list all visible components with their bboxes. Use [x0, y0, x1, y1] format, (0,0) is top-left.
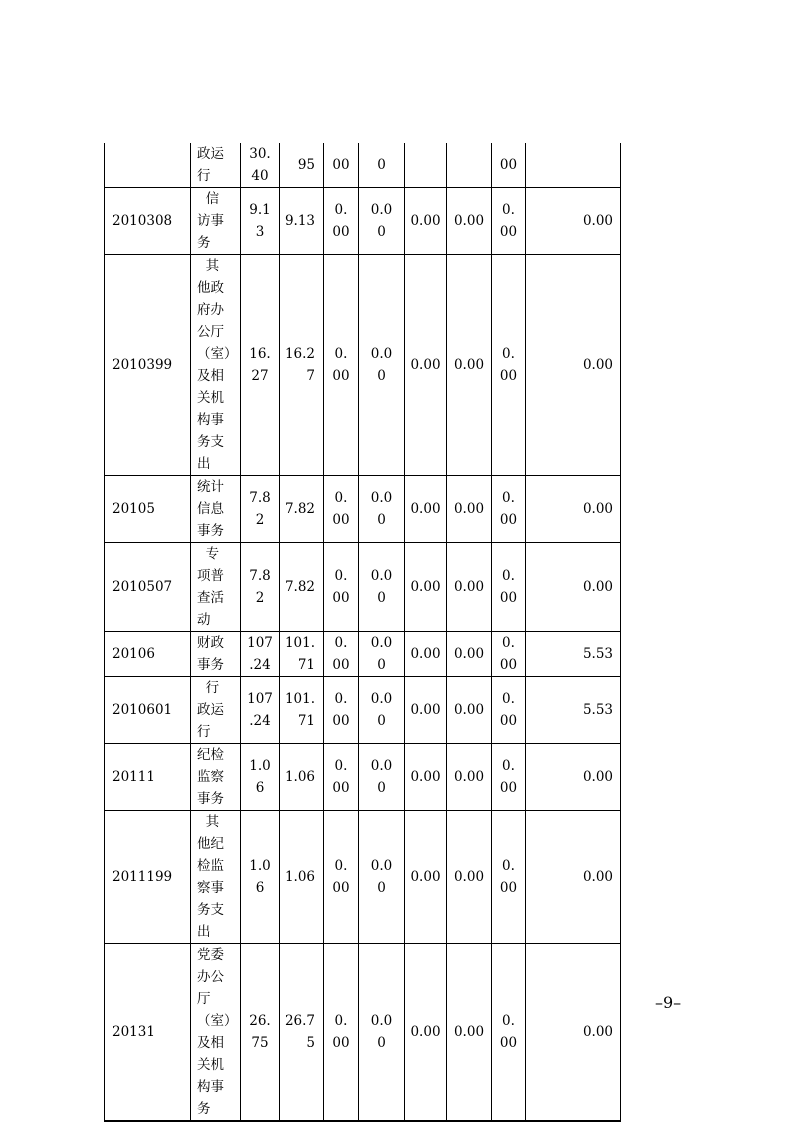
row-value-6: 0.00 — [447, 188, 492, 255]
row-value-5: 0.00 — [405, 543, 447, 632]
row-value-4: 0.0 0 — [359, 811, 405, 944]
row-value-7: 0. 00 — [492, 255, 526, 476]
row-code: 2010601 — [105, 677, 191, 744]
row-total: 16. 27 — [241, 255, 280, 476]
row-value-3: 0. 00 — [324, 255, 359, 476]
row-value-8: 0.00 — [526, 476, 621, 543]
row-name: 其 他纪 检监 察事 务支 出 — [191, 811, 241, 944]
row-value-7: 0. 00 — [492, 811, 526, 944]
row-name: 信 访事 务 — [191, 188, 241, 255]
page-number: –9– — [655, 993, 682, 1012]
row-value-6: 0.00 — [447, 744, 492, 811]
row-value-8: 0.00 — [526, 811, 621, 944]
row-value-4: 0.0 0 — [359, 632, 405, 677]
row-value-8: 0.00 — [526, 543, 621, 632]
row-value-5: 0.00 — [405, 188, 447, 255]
table-row — [105, 744, 621, 811]
row-basic: 1.06 — [280, 744, 324, 811]
row-value-6: 0.00 — [447, 543, 492, 632]
row-code: 20111 — [105, 744, 191, 811]
table-row — [105, 255, 621, 476]
row-basic: 9.13 — [280, 188, 324, 255]
table-row — [105, 677, 621, 744]
row-value-7: 0. 00 — [492, 476, 526, 543]
row-value-8 — [526, 143, 621, 188]
row-value-5: 0.00 — [405, 944, 447, 1122]
row-value-7: 0. 00 — [492, 632, 526, 677]
row-code: 2010399 — [105, 255, 191, 476]
row-value-6: 0.00 — [447, 811, 492, 944]
row-value-7: 0. 00 — [492, 744, 526, 811]
table-row — [105, 632, 621, 677]
row-total: 107 .24 — [241, 677, 280, 744]
row-value-6 — [447, 143, 492, 188]
row-value-3: 0. 00 — [324, 632, 359, 677]
table-row — [105, 188, 621, 255]
row-value-4: 0.0 0 — [359, 677, 405, 744]
row-basic: 95 — [280, 143, 324, 188]
row-value-5: 0.00 — [405, 632, 447, 677]
row-total: 7.8 2 — [241, 543, 280, 632]
row-value-4: 0 — [359, 143, 405, 188]
table-row — [105, 476, 621, 543]
row-value-7: 0. 00 — [492, 677, 526, 744]
row-value-7: 0. 00 — [492, 944, 526, 1122]
row-value-8: 0.00 — [526, 255, 621, 476]
row-value-8: 5.53 — [526, 632, 621, 677]
row-code: 2010507 — [105, 543, 191, 632]
row-value-3: 0. 00 — [324, 944, 359, 1122]
row-value-7: 0. 00 — [492, 543, 526, 632]
row-name: 统计 信息 事务 — [191, 476, 241, 543]
row-value-4: 0.0 0 — [359, 543, 405, 632]
row-value-5: 0.00 — [405, 677, 447, 744]
row-value-8: 5.53 — [526, 677, 621, 744]
row-value-6: 0.00 — [447, 677, 492, 744]
row-total: 30. 40 — [241, 143, 280, 188]
row-value-4: 0.0 0 — [359, 476, 405, 543]
row-value-8: 0.00 — [526, 744, 621, 811]
table-row — [105, 143, 621, 188]
row-name: 行 政运 行 — [191, 677, 241, 744]
row-code: 2010308 — [105, 188, 191, 255]
row-name: 其 他政 府办 公厅 （室） 及相 关机 构事 务支 出 — [191, 255, 241, 476]
row-name: 政运 行 — [191, 143, 241, 188]
table-row — [105, 811, 621, 944]
row-value-3: 0. 00 — [324, 476, 359, 543]
row-basic: 16.2 7 — [280, 255, 324, 476]
row-basic: 101. 71 — [280, 677, 324, 744]
row-value-3: 00 — [324, 143, 359, 188]
row-value-4: 0.0 0 — [359, 744, 405, 811]
row-total: 9.1 3 — [241, 188, 280, 255]
row-name: 纪检 监察 事务 — [191, 744, 241, 811]
table-row — [105, 543, 621, 632]
row-value-8: 0.00 — [526, 188, 621, 255]
row-code: 2011199 — [105, 811, 191, 944]
row-value-6: 0.00 — [447, 255, 492, 476]
row-value-7: 0. 00 — [492, 188, 526, 255]
row-name: 财政 事务 — [191, 632, 241, 677]
row-value-5: 0.00 — [405, 811, 447, 944]
row-basic: 101. 71 — [280, 632, 324, 677]
row-code — [105, 143, 191, 188]
row-value-6: 0.00 — [447, 944, 492, 1122]
row-code: 20105 — [105, 476, 191, 543]
row-total: 1.0 6 — [241, 811, 280, 944]
row-value-3: 0. 00 — [324, 811, 359, 944]
row-total: 1.0 6 — [241, 744, 280, 811]
row-value-5 — [405, 143, 447, 188]
row-value-3: 0. 00 — [324, 677, 359, 744]
row-value-4: 0.0 0 — [359, 255, 405, 476]
row-basic: 1.06 — [280, 811, 324, 944]
row-value-3: 0. 00 — [324, 744, 359, 811]
row-value-8: 0.00 — [526, 944, 621, 1122]
table-row — [105, 944, 621, 1122]
row-basic: 26.7 5 — [280, 944, 324, 1122]
row-value-5: 0.00 — [405, 255, 447, 476]
row-value-3: 0. 00 — [324, 188, 359, 255]
row-code: 20106 — [105, 632, 191, 677]
row-value-3: 0. 00 — [324, 543, 359, 632]
row-total: 26. 75 — [241, 944, 280, 1122]
row-total: 7.8 2 — [241, 476, 280, 543]
row-value-4: 0.0 0 — [359, 188, 405, 255]
row-value-6: 0.00 — [447, 476, 492, 543]
row-value-6: 0.00 — [447, 632, 492, 677]
row-value-7: 00 — [492, 143, 526, 188]
row-value-5: 0.00 — [405, 476, 447, 543]
budget-table — [104, 143, 621, 1122]
row-total: 107 .24 — [241, 632, 280, 677]
row-basic: 7.82 — [280, 476, 324, 543]
row-code: 20131 — [105, 944, 191, 1122]
row-value-4: 0.0 0 — [359, 944, 405, 1122]
row-value-5: 0.00 — [405, 744, 447, 811]
row-name: 专 项普 查活 动 — [191, 543, 241, 632]
row-name: 党委 办公 厅 （室） 及相 关机 构事 务 — [191, 944, 241, 1122]
row-basic: 7.82 — [280, 543, 324, 632]
